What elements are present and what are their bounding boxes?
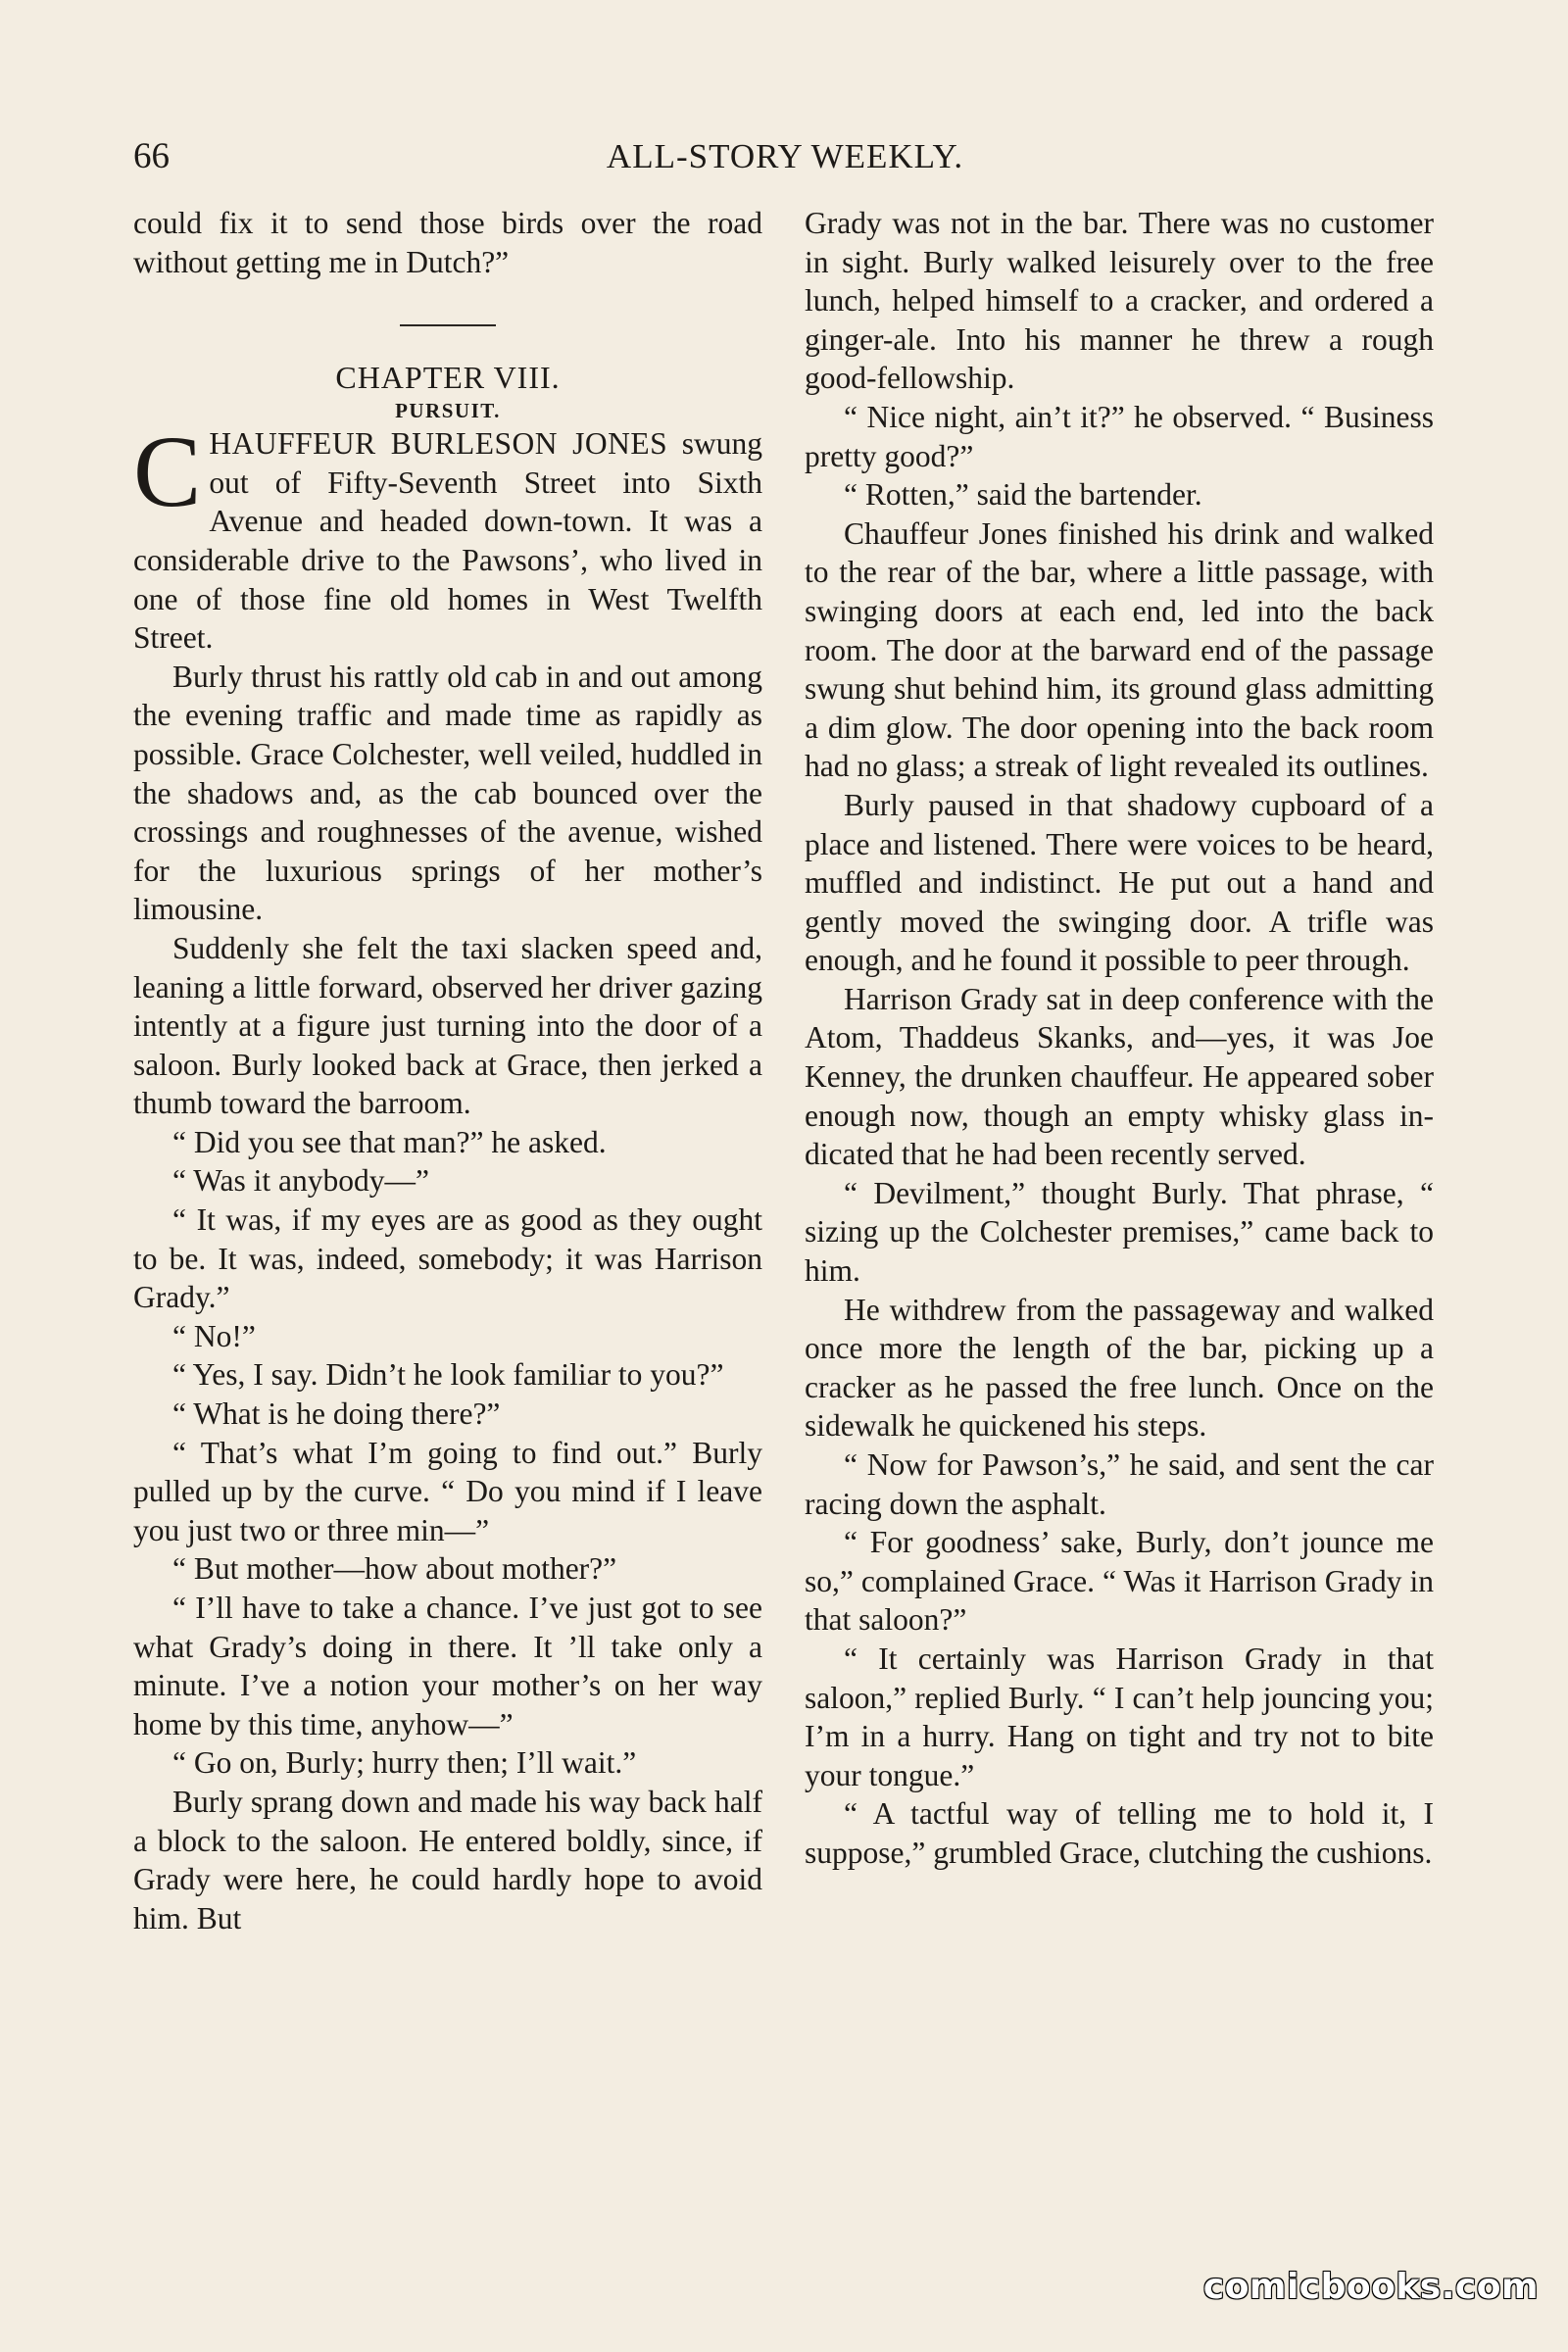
page-header [133,127,1437,186]
paragraph: “ But mother—how about mother?” [172,1551,617,1587]
paragraph: “ I’ll have to take a chance. I’ve just got to see what Grady’s doing in there. It ’ll take only a minute. I’ve a notion your mother’s on her way home by this time, anyhow—” [133,1591,762,1741]
paragraph: Harrison Grady sat in deep conference with the Atom, Thaddeus Skanks, and—yes, it was Joe Kenney, the drunken chauffeur. He appeared sober enough now, though an empty whisky glass indicated that he had been recently served. [805,981,1434,1172]
paragraph: “ Devilment,” thought Burly. That phrase, “ sizing up the Colchester premises,” came back to him. [805,1175,1434,1289]
paragraph: “ Nice night, ain’t it?” he observed. “ Business pretty good?” [805,399,1434,473]
paragraph: “ Yes, I say. Didn’t he look familiar to you?” [172,1357,724,1393]
paragraph: “ Was it anybody—” [172,1163,429,1199]
chapter-title: CHAPTER VIII. [335,360,561,396]
paragraph: He withdrew from the passageway and walked once more the length of the bar, picking up a cracker as he passed the free lunch. Once on the sidewalk he quickened his steps. [805,1292,1434,1444]
paragraph: “ Go on, Burly; hurry then; I’ll wait.” [172,1745,637,1781]
carryover-paragraph: Grady was not in the bar. There was no customer in sight. Burly walked leisurely over to the free lunch, helped himself to a cracker, and ordered a ginger-ale. Into his manner he threw a rough good-fellowship. [805,206,1434,396]
paragraph: Burly thrust his rattly old cab in and out among the evening traffic and made time as rapidly as possible. Grace Colchester, well veiled, huddled in the shadows and, as the cab bounced over the crossings and roughnesses of the avenue, wished for the luxurious springs of her mother’s limousine. [133,659,762,927]
paragraph: Burly sprang down and made his way back half a block to the saloon. He entered boldly, since, if Grady were here, he could hardly hope to avoid him. But [133,1784,762,1936]
paragraph: “ A tactful way of telling me to hold it, I suppose,” grumbled Grace, clutching the cushions. [805,1796,1434,1870]
left-column [133,204,762,1937]
drop-cap: C [133,416,202,529]
lead-words: HAUFFEUR BURLESON JONES [209,426,668,462]
paragraph: “ What is he doing there?” [172,1396,501,1432]
site-watermark: comicbooks.com [1202,2267,1539,2307]
paragraph: “ It certainly was Harrison Grady in that saloon,” replied Burly. “ I can’t help jouncing you; I’m in a hurry. Hang on tight and try not to bite your tongue.” [805,1641,1434,1792]
paragraph: “ No!” [172,1318,256,1353]
right-column [805,204,1434,1873]
paragraph: “ That’s what I’m going to find out.” Burly pulled up by the curve. “ Do you mind if I leave you just two or three min—” [133,1435,762,1547]
page-number: 66 [133,136,170,176]
running-head: ALL-STORY WEEKLY. [606,137,964,175]
paragraph: Suddenly she felt the taxi slacken speed and, leaning a little forward, observed her driver gazing intently at a figure just turning into the door of a saloon. Burly looked back at Grace, then jerked a thumb toward the barroom. [133,930,762,1121]
paragraph: Burly paused in that shadowy cupboard of a place and listened. There were voices to be heard, muffled and indistinct. He put out a hand and gently moved the swinging door. A trifle was enough, and he found it possible to peer through. [805,787,1434,978]
section-rule [400,324,496,326]
paragraph: “ It was, if my eyes are as good as they ought to be. It was, indeed, somebody; it was Harrison Grady.” [133,1202,762,1315]
paragraph: Chauffeur Jones finished his drink and walked to the rear of the bar, where a little passage, with swinging doors at each end, led into the back room. The door at the barward end of the passage swung shut behind him, its ground glass admitting a dim glow. The door opening into the back room had no glass; a streak of light revealed its outlines. [805,515,1434,784]
paragraph: “ For goodness’ sake, Burly, don’t jounce me so,” complained Grace. “ Was it Harrison Grady in that saloon?” [805,1525,1434,1638]
paragraph: “ Did you see that man?” he asked. [172,1124,607,1159]
chapter-subtitle: PURSUIT. [395,399,501,423]
paragraph: “ Now for Pawson’s,” he said, and sent the car racing down the asphalt. [805,1447,1434,1521]
opening-paragraph [133,416,762,658]
opening-paragraph-text: swung out of Fifty-Seventh Street into Sixth Avenue and headed down-town. It was a considerable drive to the Pawsons’, who lived in one of those fine old homes in West Twelfth Street. [133,426,762,656]
carryover-paragraph: could fix it to send those birds over the road without getting me in Dutch?” [133,206,762,279]
paragraph: “ Rotten,” said the bartender. [844,477,1202,513]
